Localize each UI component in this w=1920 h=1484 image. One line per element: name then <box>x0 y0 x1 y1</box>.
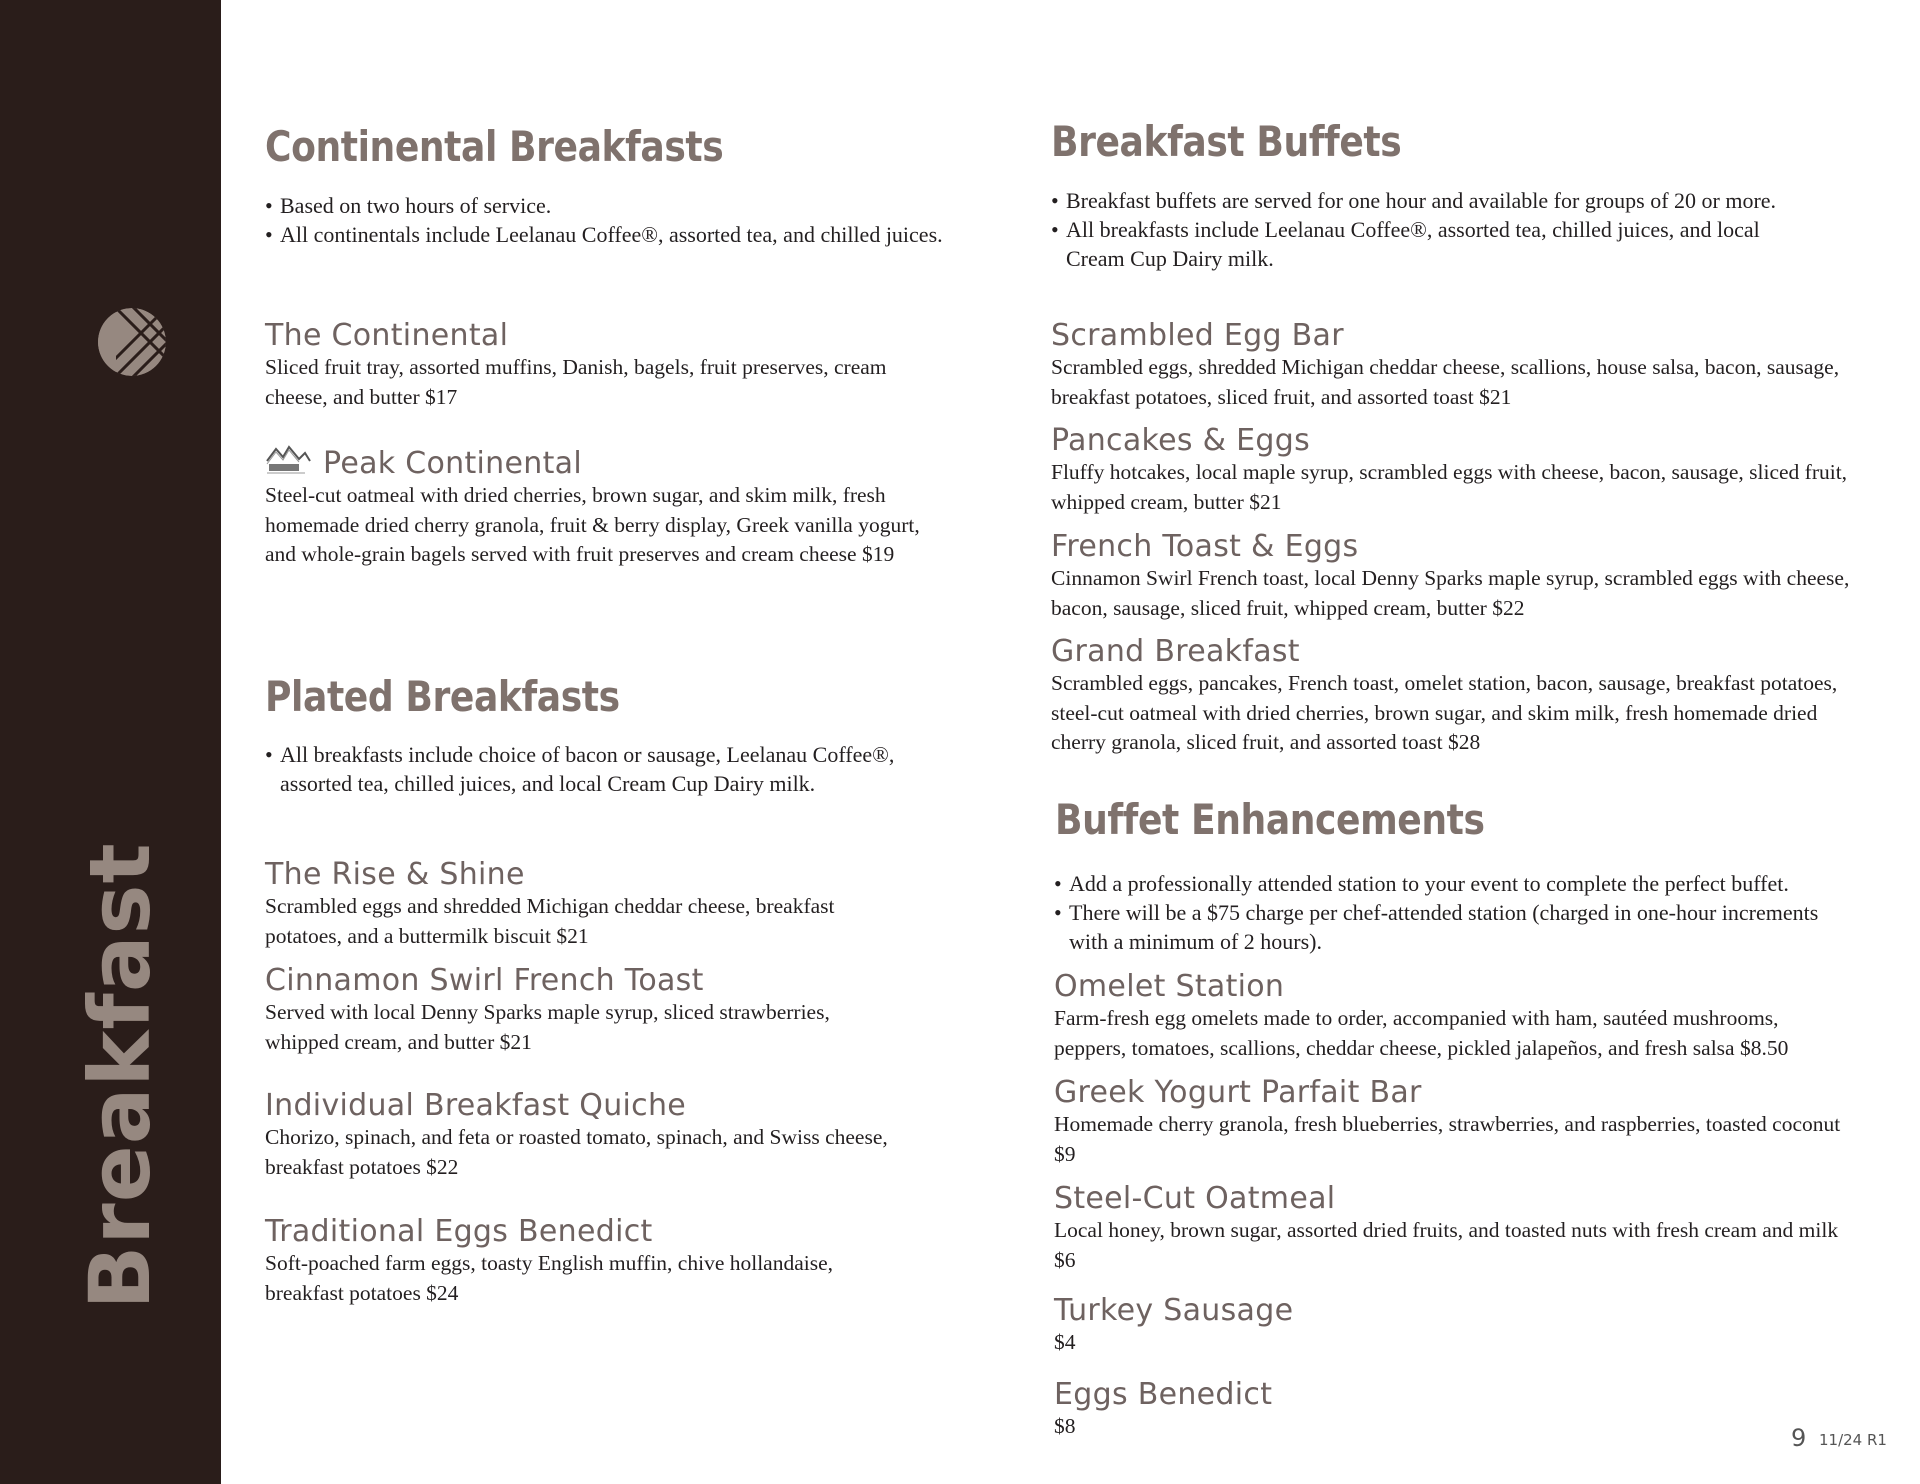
item-name: Pancakes & Eggs <box>1051 423 1311 458</box>
item-description: Sliced fruit tray, assorted muffins, Danish, bagels, fruit preserves, cream cheese, and butter $17 <box>265 355 887 409</box>
menu-item-scrambled-egg-bar <box>1051 318 1841 412</box>
menu-item-breakfast-quiche <box>265 1088 905 1182</box>
menu-item-rise-and-shine <box>265 857 905 951</box>
enhancements-bullets <box>1054 869 1844 956</box>
item-name: Steel-Cut Oatmeal <box>1054 1181 1336 1216</box>
sidebar-title: Breakfast <box>71 842 169 1310</box>
bullet-item: • All breakfasts include choice of bacon or sausage, Leelanau Coffee®, assorted tea, chilled juices, and local Cream Cup Dairy milk. <box>265 740 905 798</box>
menu-item-eggs-benedict <box>265 1214 905 1308</box>
plated-bullets <box>265 740 905 798</box>
item-name: Grand Breakfast <box>1051 634 1300 669</box>
pineapple-logo-icon <box>96 306 170 378</box>
menu-item-parfait-bar <box>1054 1075 1844 1169</box>
page-number: 9 <box>1791 1424 1807 1452</box>
peak-mountain-icon <box>265 443 311 477</box>
item-name: Eggs Benedict <box>1054 1377 1273 1412</box>
item-name: Individual Breakfast Quiche <box>265 1088 687 1123</box>
item-description: Scrambled eggs, shredded Michigan cheddar cheese, scallions, house salsa, bacon, sausage, breakfast potatoes, sliced fruit, and assorted toast $21 <box>1051 355 1840 409</box>
menu-item-pancakes-and-eggs <box>1051 423 1851 517</box>
item-name: Peak Continental <box>323 446 582 481</box>
item-description: Homemade cherry granola, fresh blueberries, strawberries, and raspberries, toasted coconut $9 <box>1054 1112 1841 1166</box>
plated-title: Plated Breakfasts <box>265 672 620 721</box>
menu-item-grand-breakfast <box>1051 634 1841 758</box>
bullet-item: • There will be a $75 charge per chef-attended station (charged in one-hour increments with a minimum of 2 hours). <box>1054 898 1844 956</box>
menu-item-eggs-benedict-addon <box>1054 1377 1844 1442</box>
menu-item-french-toast-and-eggs <box>1051 529 1851 623</box>
item-description: Chorizo, spinach, and feta or roasted tomato, spinach, and Swiss cheese, breakfast potatoes $22 <box>265 1125 888 1179</box>
buffets-bullets <box>1051 186 1811 273</box>
item-name: Turkey Sausage <box>1054 1293 1294 1328</box>
item-description: Served with local Denny Sparks maple syrup, sliced strawberries, whipped cream, and butter $21 <box>265 1000 830 1054</box>
item-name: The Rise & Shine <box>265 857 525 892</box>
item-description: Scrambled eggs, pancakes, French toast, omelet station, bacon, sausage, breakfast potatoes, steel-cut oatmeal with dried cherries, brown sugar, and skim milk, fresh homemade dried cherry granola, sliced fruit, and assorted toast $28 <box>1051 671 1838 754</box>
item-description: Local honey, brown sugar, assorted dried fruits, and toasted nuts with fresh cream and milk $6 <box>1054 1218 1839 1272</box>
bullet-item: • All continentals include Leelanau Coffee®, assorted tea, and chilled juices. <box>265 220 985 249</box>
bullet-item: • Based on two hours of service. <box>265 191 985 220</box>
item-description: Soft-poached farm eggs, toasty English muffin, chive hollandaise, breakfast potatoes $24 <box>265 1251 834 1305</box>
item-name-row <box>265 443 925 482</box>
item-description: Farm-fresh egg omelets made to order, accompanied with ham, sautéed mushrooms, peppers, tomatoes, scallions, cheddar cheese, pickled jalapeños, and fresh salsa $8.50 <box>1054 1006 1789 1060</box>
menu-item-cinnamon-swirl-french-toast <box>265 963 905 1057</box>
item-name: Traditional Eggs Benedict <box>265 1214 653 1249</box>
bullet-item: • Add a professionally attended station to your event to complete the perfect buffet. <box>1054 869 1844 898</box>
item-name: Scrambled Egg Bar <box>1051 318 1344 353</box>
item-name: French Toast & Eggs <box>1051 529 1359 564</box>
item-name: Greek Yogurt Parfait Bar <box>1054 1075 1422 1110</box>
menu-item-omelet-station <box>1054 969 1854 1063</box>
menu-item-turkey-sausage <box>1054 1293 1844 1358</box>
item-description: $8 <box>1054 1414 1076 1438</box>
item-description: Steel-cut oatmeal with dried cherries, brown sugar, and skim milk, fresh homemade dried cherry granola, fruit & berry display, Greek vanilla yogurt, and whole-grain bagels served with fruit preserves and cream cheese $19 <box>265 483 920 566</box>
item-description: $4 <box>1054 1330 1076 1354</box>
continental-bullets <box>265 191 985 249</box>
bullet-item: • Breakfast buffets are served for one hour and available for groups of 20 or more. <box>1051 186 1811 215</box>
menu-item-the-continental <box>265 318 905 412</box>
sidebar <box>0 0 221 1484</box>
enhancements-title: Buffet Enhancements <box>1055 795 1485 844</box>
item-name: Cinnamon Swirl French Toast <box>265 963 704 998</box>
item-description: Fluffy hotcakes, local maple syrup, scrambled eggs with cheese, bacon, sausage, sliced fruit, whipped cream, butter $21 <box>1051 460 1848 514</box>
item-description: Cinnamon Swirl French toast, local Denny Sparks maple syrup, scrambled eggs with cheese, bacon, sausage, sliced fruit, whipped cream, butter $22 <box>1051 566 1850 620</box>
continental-title: Continental Breakfasts <box>265 122 724 171</box>
menu-item-steel-cut-oatmeal <box>1054 1181 1854 1275</box>
item-name: The Continental <box>265 318 509 353</box>
item-name: Omelet Station <box>1054 969 1285 1004</box>
buffets-title: Breakfast Buffets <box>1051 117 1402 166</box>
bullet-item: • All breakfasts include Leelanau Coffee®, assorted tea, chilled juices, and local Cream Cup Dairy milk. <box>1051 215 1811 273</box>
revision-code: 11/24 R1 <box>1819 1431 1887 1449</box>
menu-item-peak-continental <box>265 443 925 570</box>
item-description: Scrambled eggs and shredded Michigan cheddar cheese, breakfast potatoes, and a buttermilk biscuit $21 <box>265 894 835 948</box>
